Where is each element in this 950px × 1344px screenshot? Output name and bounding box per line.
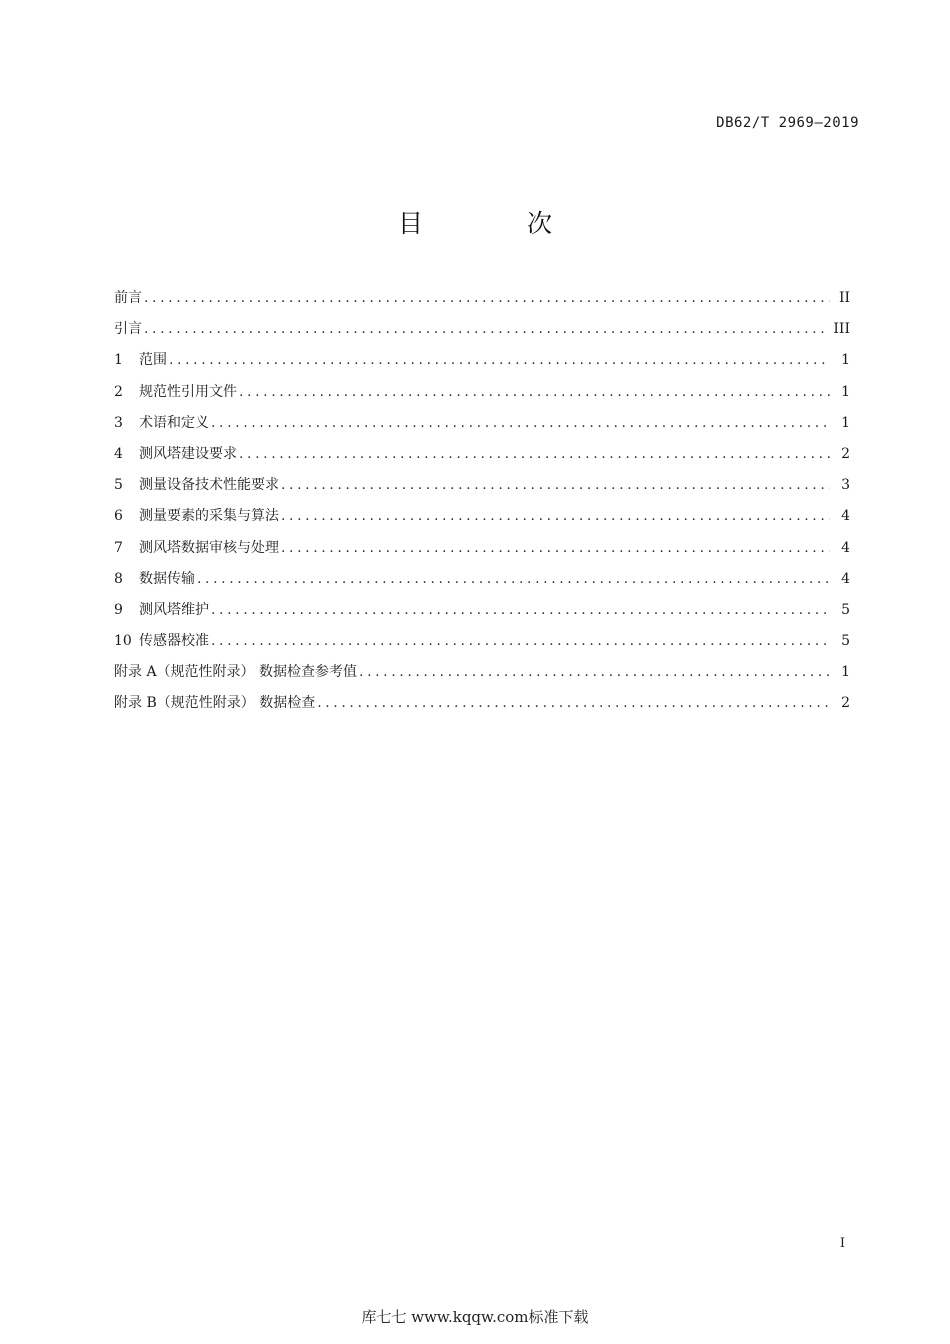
toc-entry-page: 1	[841, 664, 850, 681]
toc-entry-page: 4	[841, 539, 850, 556]
toc-entry-1[interactable]	[114, 348, 850, 379]
toc-entry-2[interactable]	[114, 380, 850, 411]
toc-entry-number: 3	[114, 414, 123, 431]
toc-entry-5[interactable]	[114, 473, 850, 504]
toc-entry-9[interactable]	[114, 598, 850, 629]
toc-entry-number: 8	[114, 570, 123, 587]
toc-entry-label: 测量设备技术性能要求	[139, 477, 279, 494]
toc-entry-page: 1	[841, 414, 850, 431]
toc-entry-label: 范围	[139, 352, 167, 369]
toc-entry-7[interactable]	[114, 536, 850, 567]
toc-entry-introduction[interactable]	[114, 317, 850, 348]
toc-entry-page: III	[833, 321, 850, 338]
toc-leader-dots	[211, 598, 830, 622]
toc-entry-number: 1	[114, 352, 123, 369]
toc-entry-label: 术语和定义	[139, 414, 209, 431]
toc-entry-label: 测量要素的采集与算法	[139, 508, 279, 525]
toc-entry-page: 1	[841, 352, 850, 369]
toc-entry-page: 5	[841, 633, 850, 650]
toc-entry-page: 2	[841, 695, 850, 712]
toc-entry-label: 附录 B（规范性附录） 数据检查	[114, 695, 316, 712]
toc-leader-dots	[239, 380, 830, 404]
standard-code: DB62/T 2969—2019	[716, 115, 859, 131]
toc-entry-page: 5	[841, 601, 850, 618]
toc-entry-label: 测风塔数据审核与处理	[139, 539, 279, 556]
toc-entry-page: II	[838, 290, 850, 306]
toc-entry-number: 7	[114, 539, 123, 556]
toc-leader-dots	[239, 442, 830, 466]
toc-entry-label: 数据传输	[139, 570, 195, 587]
toc-leader-dots	[281, 504, 830, 528]
toc-leader-dots	[281, 473, 830, 497]
toc-entry-label: 测风塔建设要求	[139, 445, 237, 462]
toc-entry-page: 4	[841, 508, 850, 525]
toc-entry-appendix-b[interactable]	[114, 691, 850, 722]
toc-entry-number: 5	[114, 477, 123, 494]
toc-entry-number: 6	[114, 508, 123, 525]
toc-leader-dots	[197, 567, 830, 591]
footer-watermark: 库七七 www.kqqw.com标准下载	[361, 1308, 589, 1326]
page-title: 目 次	[398, 209, 600, 238]
toc-entry-label: 前言	[114, 290, 142, 306]
toc-entry-page: 3	[841, 477, 850, 494]
toc-leader-dots	[169, 348, 830, 372]
toc-leader-dots	[211, 629, 830, 653]
toc-entry-8[interactable]	[114, 567, 850, 598]
table-of-contents	[114, 286, 850, 723]
toc-entry-label: 规范性引用文件	[139, 383, 237, 400]
toc-leader-dots	[144, 317, 827, 341]
toc-leader-dots	[144, 286, 830, 310]
toc-leader-dots	[211, 411, 830, 435]
toc-entry-page: 1	[841, 383, 850, 400]
toc-entry-3[interactable]	[114, 411, 850, 442]
toc-entry-label: 测风塔维护	[139, 601, 209, 618]
toc-entry-6[interactable]	[114, 504, 850, 535]
toc-entry-number: 9	[114, 601, 123, 618]
toc-entry-label: 附录 A（规范性附录） 数据检查参考值	[114, 664, 358, 681]
toc-entry-page: 4	[841, 570, 850, 587]
toc-entry-10[interactable]	[114, 629, 850, 660]
toc-entry-appendix-a[interactable]	[114, 660, 850, 691]
toc-entry-number: 4	[114, 445, 123, 462]
toc-entry-label: 引言	[114, 321, 142, 338]
toc-entry-label: 传感器校准	[139, 633, 209, 650]
toc-leader-dots	[317, 691, 830, 715]
toc-leader-dots	[359, 660, 830, 684]
toc-leader-dots	[281, 536, 830, 560]
toc-entry-4[interactable]	[114, 442, 850, 473]
toc-entry-number: 2	[114, 383, 123, 400]
toc-entry-page: 2	[841, 445, 850, 462]
page-number: I	[839, 1236, 845, 1251]
toc-entry-foreword[interactable]	[114, 286, 850, 317]
toc-entry-number: 10	[114, 633, 132, 650]
